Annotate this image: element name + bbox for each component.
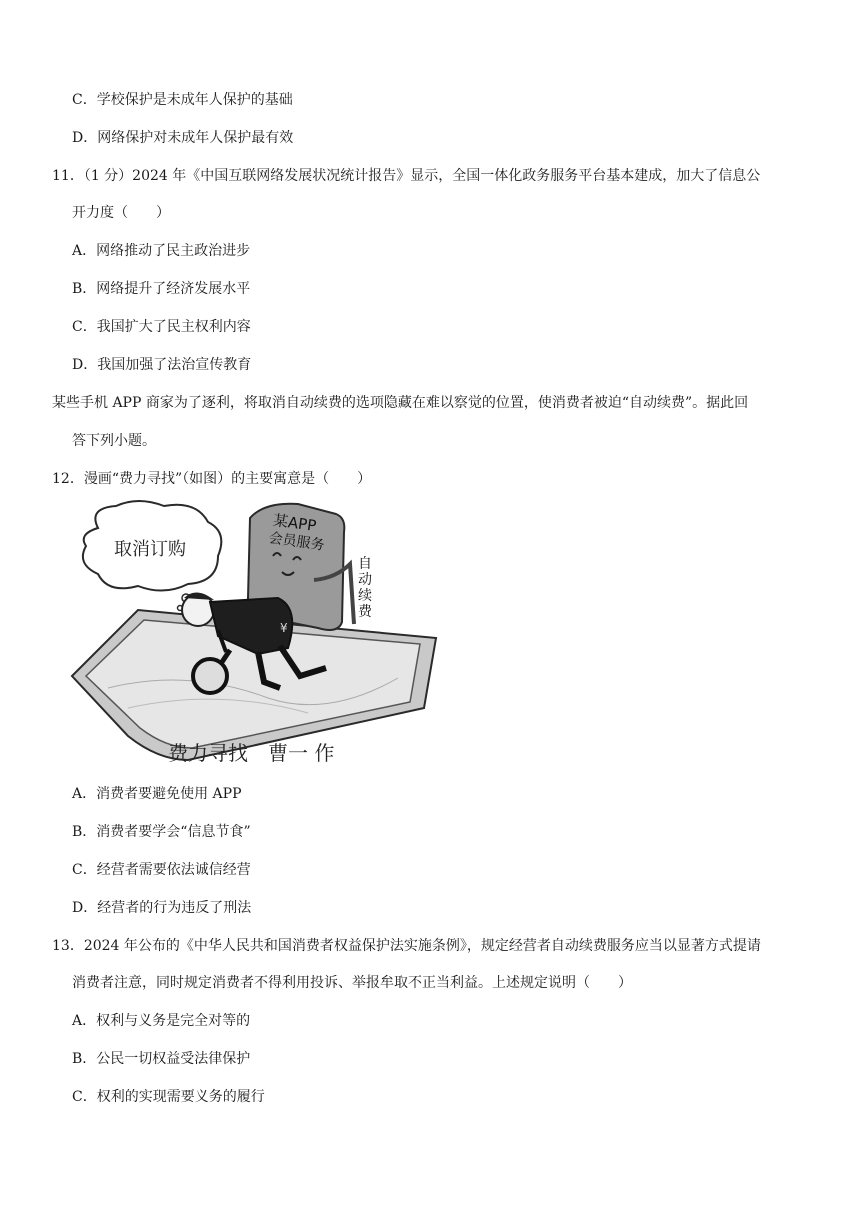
- q11-option-b: B．网络提升了经济发展水平: [72, 281, 251, 297]
- passage-line1: 某些手机 APP 商家为了逐利，将取消自动续费的选项隐藏在难以察觉的位置，使消费者被迫“自动续费”。据此回: [52, 395, 749, 411]
- cartoon-caption: 费力寻找 曹一 作: [168, 741, 335, 765]
- q13-option-c: C．权利的实现需要义务的履行: [72, 1089, 265, 1105]
- q11-stem-line1: 11．（1 分）2024 年《中国互联网络发展状况统计报告》显示，全国一体化政务服务平台基本建成，加大了信息公: [52, 168, 761, 184]
- arm-label-char: 续: [358, 588, 372, 604]
- q11-option-c: C．我国扩大了民主权利内容: [72, 319, 251, 335]
- q13-option-b: B．公民一切权益受法律保护: [72, 1051, 251, 1067]
- q13-stem-line1: 13．2024 年公布的《中华人民共和国消费者权益保护法实施条例》，规定经营者自动续费服务应当以显著方式提请: [52, 938, 761, 954]
- yen-mark: ¥: [280, 621, 288, 635]
- arm-label-char: 自: [358, 556, 372, 572]
- q12-option-b: B．消费者要学会“信息节食”: [72, 824, 251, 840]
- magnifier-icon: [193, 659, 227, 693]
- q10-option-c: C．学校保护是未成年人保护的基础: [72, 92, 293, 108]
- q13-stem-line2: 消费者注意，同时规定消费者不得利用投诉、举报牟取不正当利益。上述规定说明（ ）: [72, 975, 632, 991]
- q13-option-a: A．权利与义务是完全对等的: [72, 1013, 251, 1029]
- bubble-text: 取消订购: [114, 539, 186, 560]
- arm-label-char: 费: [358, 604, 372, 620]
- q12-option-d: D．经营者的行为违反了刑法: [72, 900, 252, 916]
- q12-stem: 12．漫画“费力寻找”（如图）的主要寓意是（ ）: [52, 471, 372, 487]
- q11-option-d: D．我国加强了法治宣传教育: [72, 357, 252, 373]
- q12-option-c: C．经营者需要依法诚信经营: [72, 862, 251, 878]
- q10-option-d: D．网络保护对未成年人保护最有效: [72, 130, 294, 146]
- sign-line1: 某APP: [271, 511, 318, 535]
- q11-stem-line2: 开力度（ ）: [72, 205, 170, 221]
- arm-label-char: 动: [358, 572, 372, 588]
- arm-label-text: [358, 556, 373, 620]
- q12-option-a: A．消费者要避免使用 APP: [72, 786, 242, 802]
- q11-option-a: A．网络推动了民主政治进步: [72, 243, 251, 259]
- cartoon-image: [68, 498, 440, 770]
- passage-line2: 答下列小题。: [72, 433, 156, 449]
- sign-line2: 会员服务: [267, 530, 326, 554]
